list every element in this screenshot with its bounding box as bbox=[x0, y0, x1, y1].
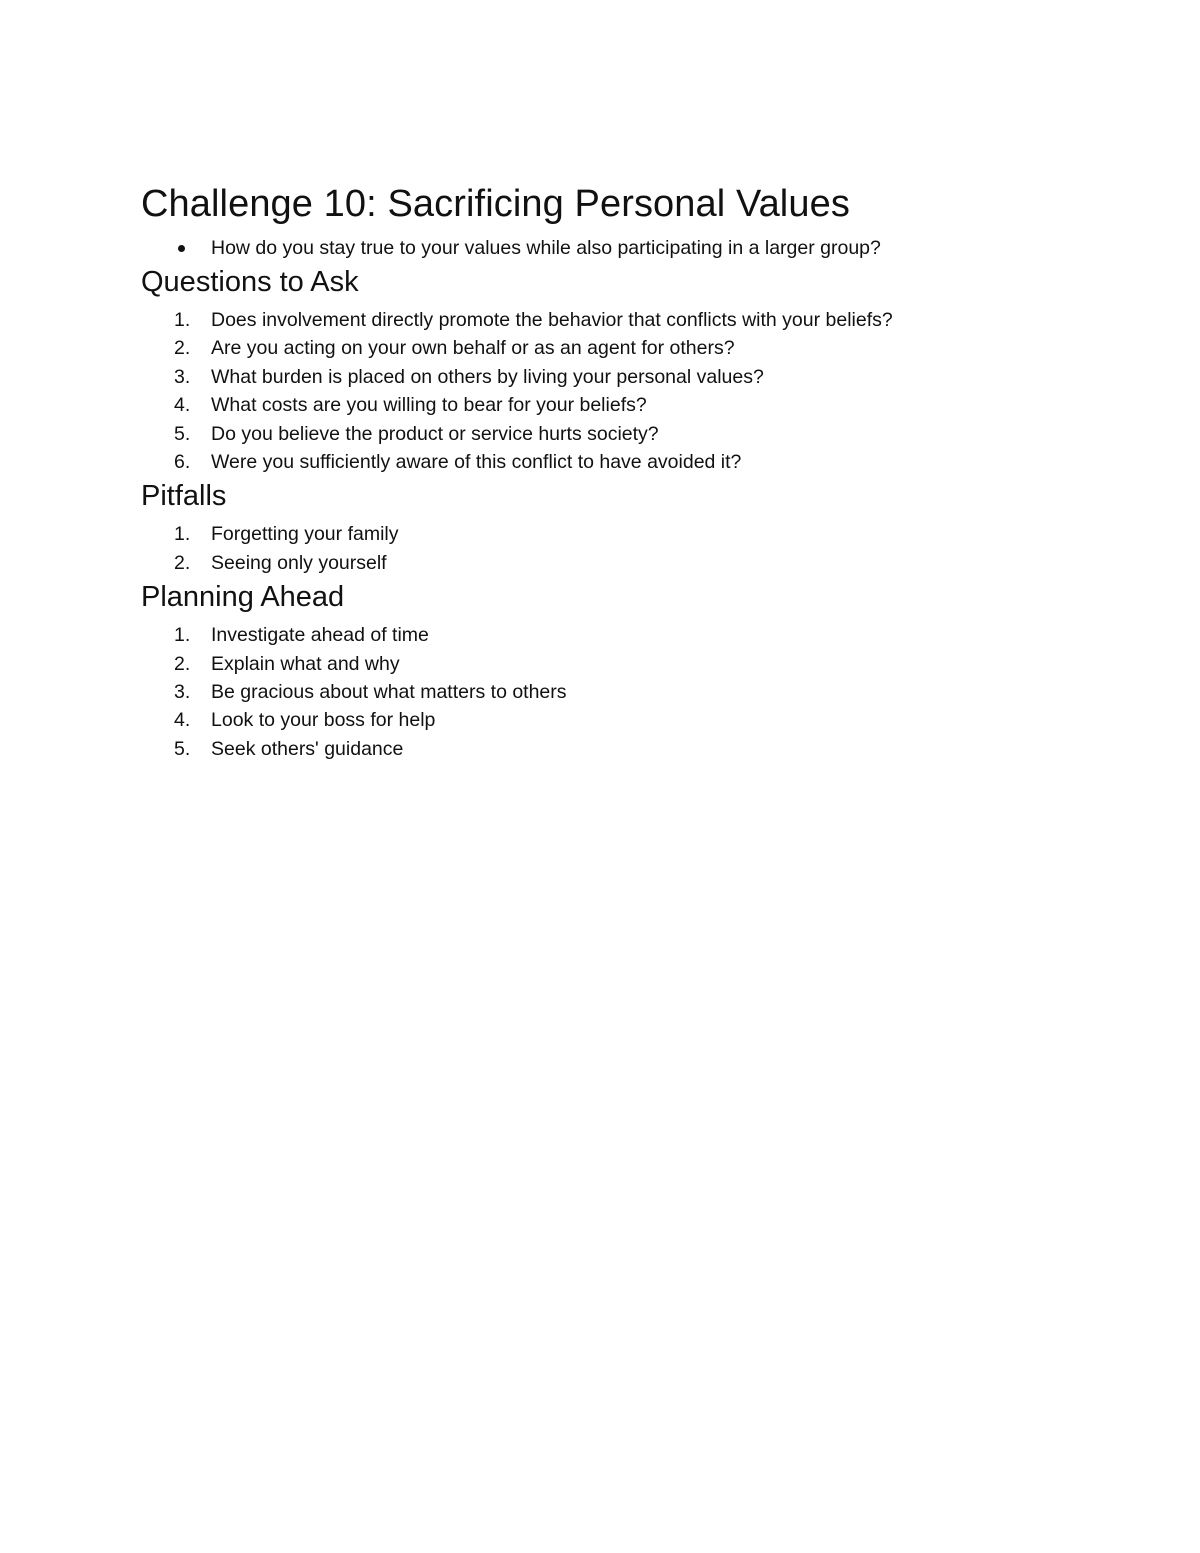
questions-list bbox=[141, 306, 1101, 476]
list-item-number: 3. bbox=[174, 365, 191, 388]
list-item-number: 4. bbox=[174, 394, 191, 417]
intro-bullet-item bbox=[141, 234, 1101, 262]
list-item-text: Do you believe the product or service hurts society? bbox=[211, 422, 659, 445]
list-item-number: 2. bbox=[174, 652, 191, 675]
document-title: Challenge 10: Sacrificing Personal Values bbox=[141, 183, 850, 225]
document-content bbox=[141, 178, 1101, 763]
list-item bbox=[141, 678, 1101, 706]
list-item bbox=[141, 306, 1101, 334]
list-item bbox=[141, 448, 1101, 476]
list-item-text: Were you sufficiently aware of this conflict to have avoided it? bbox=[211, 451, 742, 474]
list-item-text: Seeing only yourself bbox=[211, 551, 387, 574]
list-item-text: Does involvement directly promote the behavior that conflicts with your beliefs? bbox=[211, 309, 893, 331]
list-item-text: Are you acting on your own behalf or as an agent for others? bbox=[211, 337, 735, 360]
list-item-number: 2. bbox=[174, 337, 191, 360]
list-item-number: 6. bbox=[174, 451, 191, 474]
pitfalls-list bbox=[141, 520, 1101, 577]
planning-list bbox=[141, 621, 1101, 763]
list-item bbox=[141, 363, 1101, 391]
list-item-number: 5. bbox=[174, 422, 191, 445]
list-item-number: 1. bbox=[174, 309, 191, 331]
list-item bbox=[141, 549, 1101, 577]
list-item-number: 4. bbox=[174, 709, 191, 732]
list-item bbox=[141, 735, 1101, 763]
list-item bbox=[141, 420, 1101, 448]
list-item-number: 3. bbox=[174, 681, 191, 704]
list-item-text: Seek others' guidance bbox=[211, 737, 404, 760]
section-heading-planning: Planning Ahead bbox=[141, 581, 345, 614]
list-item bbox=[141, 391, 1101, 419]
intro-bullet-text: How do you stay true to your values while also participating in a larger group? bbox=[211, 237, 881, 259]
list-item-text: Explain what and why bbox=[211, 652, 400, 675]
list-item-text: Investigate ahead of time bbox=[211, 624, 429, 647]
list-item-text: Forgetting your family bbox=[211, 523, 399, 546]
intro-bullet-list bbox=[141, 234, 1101, 262]
list-item-number: 1. bbox=[174, 523, 191, 546]
list-item-text: Look to your boss for help bbox=[211, 709, 436, 732]
list-item bbox=[141, 520, 1101, 548]
list-item-number: 2. bbox=[174, 551, 191, 574]
list-item-text: Be gracious about what matters to others bbox=[211, 681, 567, 704]
section-heading-questions: Questions to Ask bbox=[141, 266, 359, 298]
list-item-text: What burden is placed on others by living your personal values? bbox=[211, 365, 764, 388]
section-heading-pitfalls: Pitfalls bbox=[141, 480, 227, 513]
list-item-text: What costs are you willing to bear for your beliefs? bbox=[211, 394, 647, 417]
list-item bbox=[141, 706, 1101, 734]
list-item-number: 1. bbox=[174, 624, 191, 647]
list-item bbox=[141, 650, 1101, 678]
bullet-dot-icon bbox=[178, 245, 185, 252]
list-item-number: 5. bbox=[174, 737, 191, 760]
list-item bbox=[141, 334, 1101, 362]
list-item bbox=[141, 621, 1101, 649]
